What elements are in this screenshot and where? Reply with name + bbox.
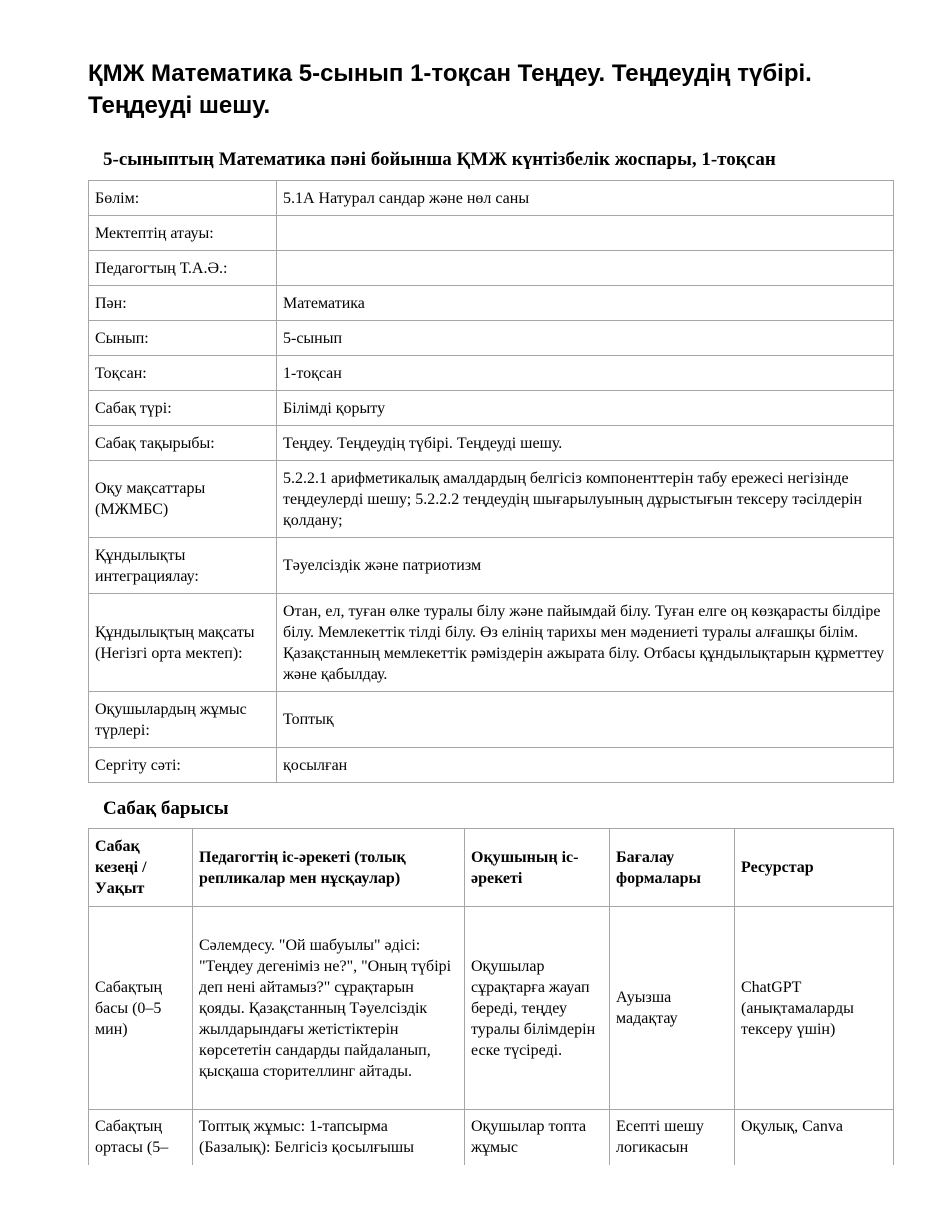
header-stage: Сабақ кезеңі / Уақыт [89, 829, 193, 907]
info-label: Мектептің атауы: [89, 216, 277, 251]
info-label: Сабақ тақырыбы: [89, 426, 277, 461]
info-label: Сабақ түрі: [89, 391, 277, 426]
teacher-cell: Сәлемдесу. "Ой шабуылы" әдісі: "Теңдеу дегеніміз не?", "Оның түбірі деп нені айтамыз?" сұрақтарын қояды. Қазақстанның Тәуелсіздік жылдарындағы жетістіктерін көрсететін сандарды пайдаланып, қысқаша сторителлинг айтады. [193, 907, 465, 1110]
info-value: Білімді қорыту [277, 391, 894, 426]
teacher-cell: Топтық жұмыс: 1-тапсырма (Базалық): Белгісіз қосылғышы [193, 1110, 465, 1166]
assessment-cell: Есепті шешу логикасын [610, 1110, 735, 1166]
header-assessment: Бағалау формалары [610, 829, 735, 907]
info-label: Пән: [89, 286, 277, 321]
page-title: ҚМЖ Математика 5-сынып 1-тоқсан Теңдеу. Теңдеудің түбірі. Теңдеуді шешу. [88, 60, 812, 119]
info-label: Оқу мақсаттары (МЖМБС) [89, 461, 277, 538]
header-resources: Ресурстар [735, 829, 894, 907]
info-label: Сынып: [89, 321, 277, 356]
info-label: Тоқсан: [89, 356, 277, 391]
assessment-cell: Ауызша мадақтау [610, 907, 735, 1110]
info-value: 5.2.2.1 арифметикалық амалдардың белгісіз компоненттерін табу ережесі негізінде теңдеулерді шешу; 5.2.2.2 теңдеудің шығарылуының дұрыстығын тексеру тәсілдерін қолдану; [277, 461, 894, 538]
info-value: Математика [277, 286, 894, 321]
info-label: Бөлім: [89, 181, 277, 216]
lesson-flow-table [88, 828, 894, 1165]
info-value: 5.1А Натурал сандар және нөл саны [277, 181, 894, 216]
info-value: Топтық [277, 692, 894, 748]
info-label: Құндылықтың мақсаты (Негізгі орта мектеп): [89, 594, 277, 692]
resources-cell: Оқулық, Canva [735, 1110, 894, 1166]
info-value: Теңдеу. Теңдеудің түбірі. Теңдеуді шешу. [277, 426, 894, 461]
stage-cell: Сабақтың ортасы (5– [89, 1110, 193, 1166]
header-teacher: Педагогтің іс-әрекеті (толық репликалар мен нұсқаулар) [193, 829, 465, 907]
info-label: Педагогтың Т.А.Ә.: [89, 251, 277, 286]
student-cell: Оқушылар сұрақтарға жауап береді, теңдеу туралы білімдерін еске түсіреді. [465, 907, 610, 1110]
stage-cell: Сабақтың басы (0–5 мин) [89, 907, 193, 1110]
info-value: 1-тоқсан [277, 356, 894, 391]
info-value: Отан, ел, туған өлке туралы білу және пайымдай білу. Туған елге оң көзқарасты білдіре білу. Мемлекеттік тілді білу. Өз елінің тарихы мен мәдениеті туралы алғашқы білім. Қазақстанның мемлекеттік рәміздерін ажырата білу. Отбасы құндылықтарын құрметтеу және қабылдау. [277, 594, 894, 692]
student-cell: Оқушылар топта жұмыс [465, 1110, 610, 1166]
lesson-heading: Сабақ барысы [103, 798, 229, 819]
info-value: Тәуелсіздік және патриотизм [277, 538, 894, 594]
info-value: 5-сынып [277, 321, 894, 356]
header-student: Оқушының іс-әрекеті [465, 829, 610, 907]
plan-heading: 5-сыныптың Математика пәні бойынша ҚМЖ күнтізбелік жоспары, 1-тоқсан [103, 149, 776, 170]
info-label: Құндылықты интеграциялау: [89, 538, 277, 594]
lesson-header-row [89, 829, 894, 907]
table-row [89, 907, 894, 1110]
resources-cell: ChatGPT (анықтамаларды тексеру үшін) [735, 907, 894, 1110]
table-row [89, 1110, 894, 1166]
info-value: қосылған [277, 748, 894, 783]
info-label: Оқушылардың жұмыс түрлері: [89, 692, 277, 748]
info-label: Сергіту сәті: [89, 748, 277, 783]
